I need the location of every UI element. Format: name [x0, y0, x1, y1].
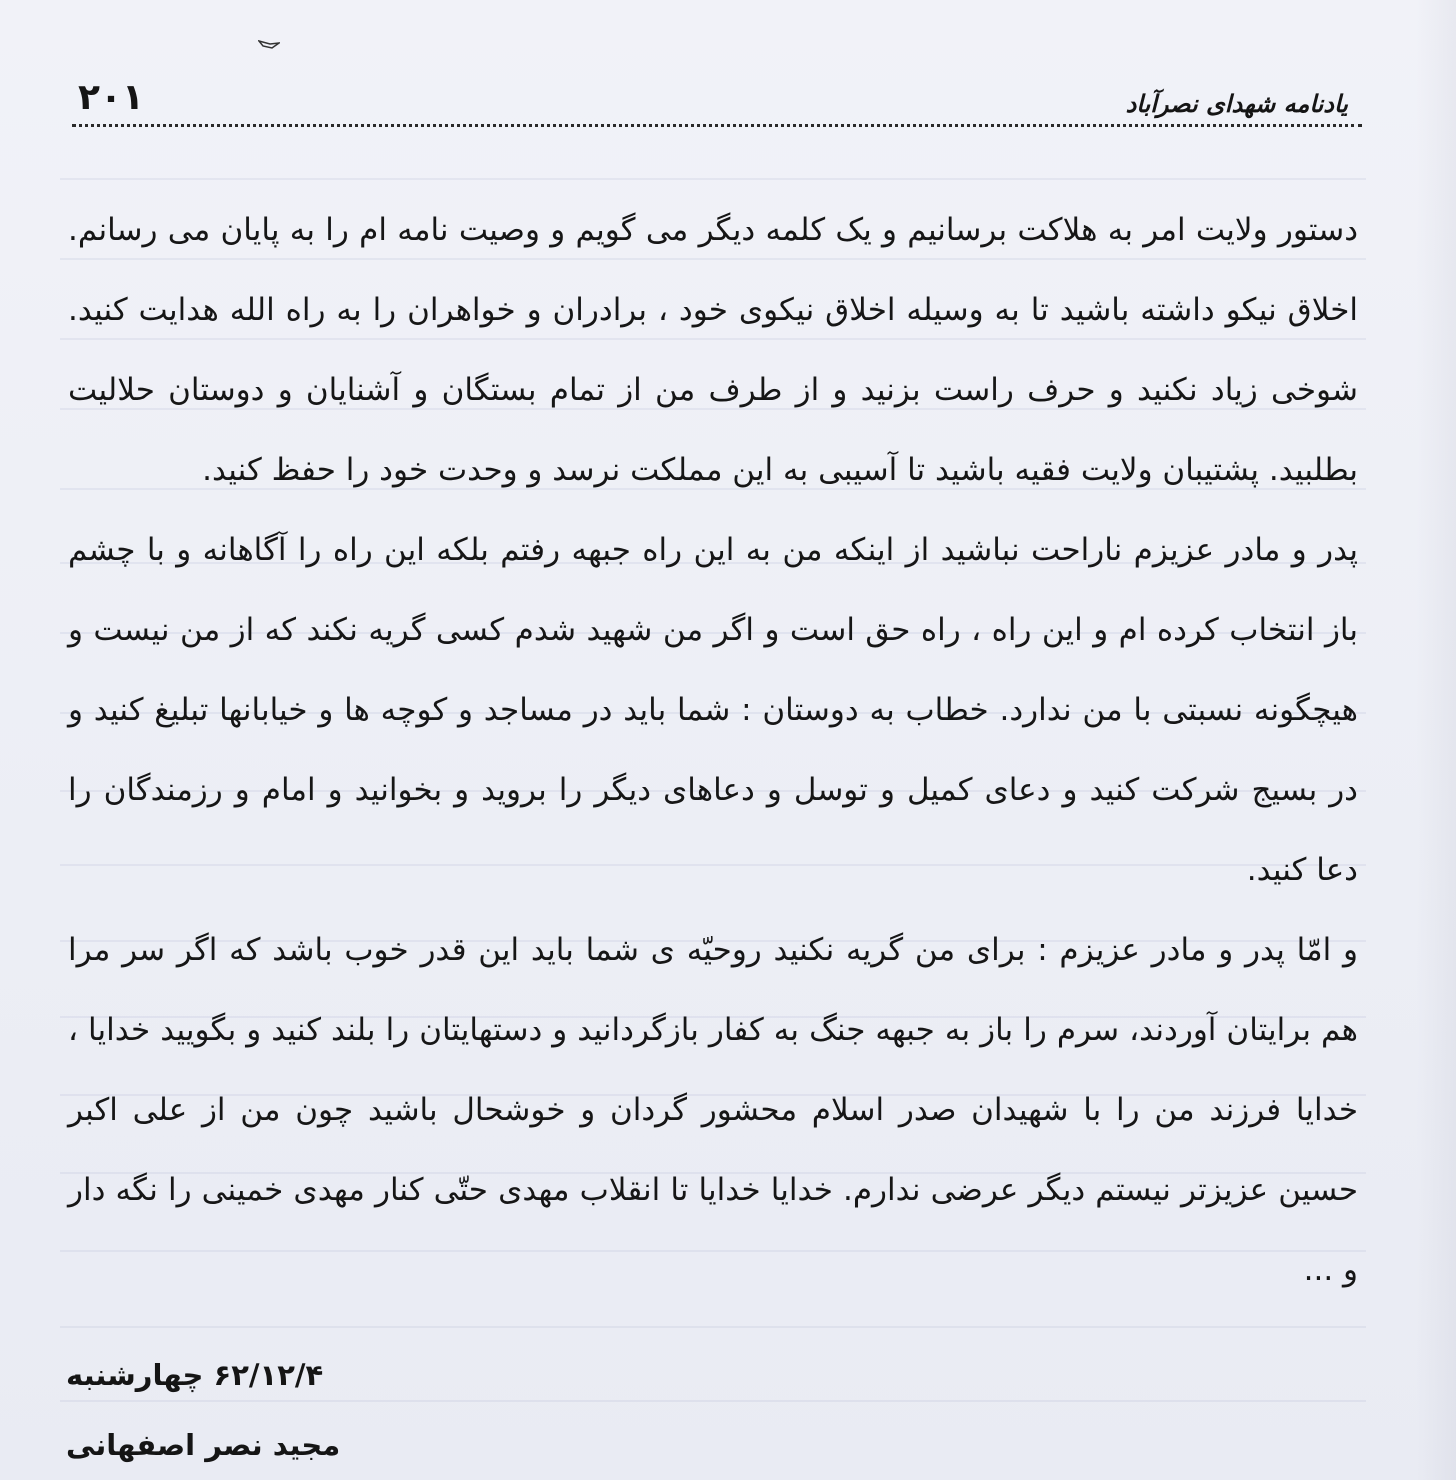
bleed-through-line — [60, 1326, 1366, 1328]
page-edge-shadow — [1416, 0, 1456, 1480]
bleed-through-line — [60, 178, 1366, 180]
paragraph-1: دستور ولایت امر به هلاکت برسانیم و یک کلمه دیگر می گویم و وصیت نامه ام را به پایان می رسانم. اخلاق نیکو داشته باشید تا به وسیله اخلاق نیکوی خود ، برادران و خواهران را به راه الله هدایت کنید. شوخی زیاد نکنید و حرف راست بزنید و از طرف من از تمام بستگان و آشنایان و دوستان حلالیت بطلبید. پشتیبان ولایت فقیه باشید تا آسیبی به این مملکت نرسد و وحدت خود را حفظ کنید. — [68, 212, 1358, 488]
body-text — [68, 190, 1358, 1310]
page-header — [72, 78, 1362, 128]
ink-mark-icon — [258, 38, 280, 50]
paragraph-3: و امّا پدر و مادر عزیزم : برای من گریه نکنید روحیّه ی شما باید این قدر خوب باشد که اگر سر مرا هم برایتان آوردند، سرم را باز به جبهه جنگ به کفار بازگردانید و دستهایتان را بلند کنید و بگویید خدایا ، خدایا فرزند من را با شهیدان صدر اسلام محشور گردان و خوشحال باشید چون من از علی اکبر حسین عزیزتر نیستم دیگر عرضی ندارم. خدایا خدایا تا انقلاب مهدی حتّی کنار مهدی خمینی را نگه دار و ... — [68, 932, 1358, 1288]
paragraph-2: پدر و مادر عزیزم ناراحت نباشید از اینکه من به این راه جبهه رفتم بلکه این راه را آگاهانه و با چشم باز انتخاب کرده ام و این راه ، راه حق است و اگر من شهید شدم کسی گریه نکند که از من نیست و هیچگونه نسبتی با من ندارد. خطاب به دوستان : شما باید در مساجد و کوچه ها و خیابانها تبلیغ کنید و در بسیج شرکت کنید و دعای کمیل و توسل و دعاهای دیگر را بروید و بخوانید و امام و رزمندگان را دعا کنید. — [68, 532, 1358, 888]
signature-block — [66, 1340, 340, 1480]
page-number: ۲۰۱ — [78, 77, 144, 118]
signature-name: مجید نصر اصفهانی — [66, 1428, 341, 1462]
book-title: یادنامه شهدای نصرآباد — [1125, 90, 1348, 118]
signature-date: ۶۲/۱۲/۴ چهارشنبه — [66, 1358, 324, 1392]
header-dotted-rule — [72, 124, 1362, 127]
